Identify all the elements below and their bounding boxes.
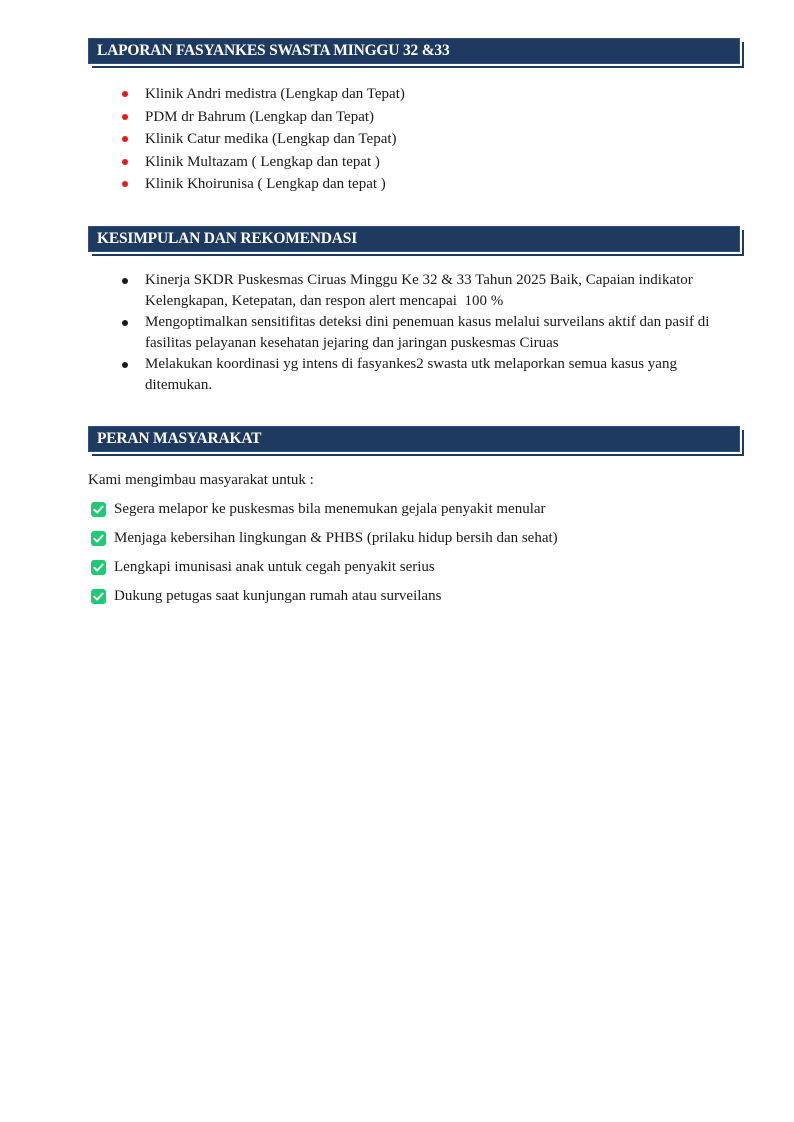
section-header-laporan-fasyankes [88, 38, 740, 64]
green-check-square-icon [91, 560, 106, 575]
fasyankes-list [88, 83, 740, 196]
list-item-text: PDM dr Bahrum (Lengkap dan Tepat) [145, 108, 375, 125]
red-dot-bullet-icon [122, 136, 128, 142]
list-item-text: Mengoptimalkan sensitifitas deteksi dini penemuan kasus melalui surveilans aktif dan pasif di fasilitas pelayanan kesehatan jejaring dan jaringan puskesmas Ciruas [145, 313, 714, 351]
list-item-text: Klinik Andri medistra (Lengkap dan Tepat) [145, 86, 405, 102]
list-item [88, 557, 740, 578]
intro-text: Kami mengimbau masyarakat untuk : [88, 471, 314, 488]
section-title: LAPORAN FASYANKES SWASTA MINGGU 32 &33 [97, 42, 450, 59]
list-item [88, 528, 740, 549]
section-header-kesimpulan-rekomendasi [88, 226, 740, 252]
page-content [88, 38, 740, 607]
red-dot-bullet-icon [122, 91, 128, 97]
kesimpulan-list [88, 270, 740, 396]
black-dot-bullet-icon [122, 278, 128, 284]
list-item-text: Segera melapor ke puskesmas bila menemukan gejala penyakit menular [114, 500, 546, 517]
list-item [88, 354, 740, 396]
list-item [88, 128, 740, 151]
red-dot-bullet-icon [122, 181, 128, 187]
list-item-text: Melakukan koordinasi yg intens di fasyankes2 swasta utk melaporkan semua kasus yang ditemukan. [145, 355, 681, 393]
list-item-text: Klinik Khoirunisa ( Lengkap dan tepat ) [145, 176, 386, 192]
red-dot-bullet-icon [122, 159, 128, 165]
list-item [88, 499, 740, 520]
list-item-text: Menjaga kebersihan lingkungan & PHBS (prilaku hidup bersih dan sehat) [114, 529, 558, 546]
section-header-peran-masyarakat [88, 426, 740, 452]
list-item [88, 270, 740, 312]
green-check-square-icon [91, 502, 106, 517]
green-check-square-icon [91, 589, 106, 604]
list-item-text: Klinik Catur medika (Lengkap dan Tepat) [145, 131, 397, 147]
list-item-text: Klinik Multazam ( Lengkap dan tepat ) [145, 153, 380, 170]
section-title: KESIMPULAN DAN REKOMENDASI [97, 229, 358, 247]
green-check-square-icon [91, 531, 106, 546]
black-dot-bullet-icon [122, 320, 128, 326]
black-dot-bullet-icon [122, 362, 128, 368]
list-item [88, 312, 740, 354]
list-item-text: Lengkapi imunisasi anak untuk cegah penyakit serius [114, 558, 435, 575]
red-dot-bullet-icon [122, 114, 128, 120]
section-title: PERAN MASYARAKAT [97, 429, 262, 447]
list-item [88, 586, 740, 607]
list-item [88, 106, 740, 129]
list-item-text: Kinerja SKDR Puskesmas Ciruas Minggu Ke 32 & 33 Tahun 2025 Baik, Capaian indikator Kelengkapan, Ketepatan, dan respon alert mencapai 100 % [145, 271, 697, 309]
list-item [88, 151, 740, 174]
himbauan-list [88, 499, 740, 607]
list-item [88, 173, 740, 196]
list-item [88, 83, 740, 106]
list-item-text: Dukung petugas saat kunjungan rumah atau surveilans [114, 587, 442, 604]
